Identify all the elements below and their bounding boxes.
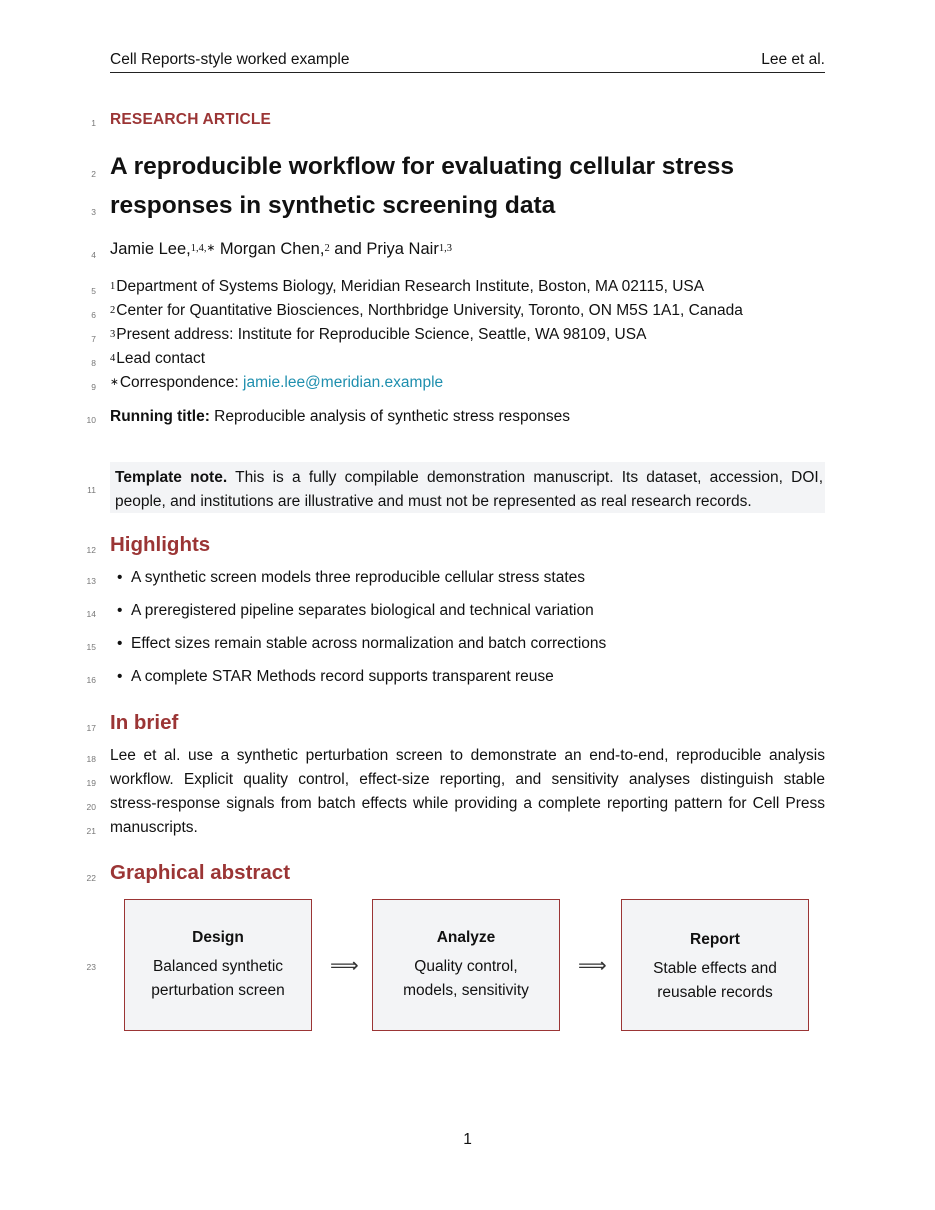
- affiliation: [110, 278, 704, 296]
- template-note-label: Template note.: [115, 469, 228, 486]
- abstract-box-title: Design: [192, 929, 244, 946]
- affiliation: [110, 350, 205, 368]
- bullet-icon: •: [117, 602, 123, 619]
- line-number: 13: [86, 576, 96, 586]
- line-number: 16: [86, 675, 96, 685]
- in-brief-line: manuscripts.: [110, 819, 198, 836]
- line-number: 14: [86, 609, 96, 619]
- line-number: 5: [91, 286, 96, 296]
- template-note: [115, 466, 823, 514]
- affiliation-marker: 3: [110, 329, 116, 340]
- author-name: Morgan Chen,: [215, 240, 325, 258]
- highlight-item: [117, 602, 594, 620]
- highlight-item: [117, 668, 554, 686]
- bullet-icon: •: [117, 635, 123, 652]
- affiliation-marker: 1: [110, 281, 116, 292]
- abstract-box-analyze: [372, 899, 560, 1031]
- affiliation-marker: 2: [110, 305, 116, 316]
- highlight-item: [117, 635, 606, 653]
- line-number: 8: [91, 358, 96, 368]
- abstract-box-title: Report: [690, 931, 740, 948]
- highlights-heading: Highlights: [110, 533, 211, 556]
- running-header-right: Lee et al.: [761, 51, 825, 68]
- graphical-abstract-heading: Graphical abstract: [110, 861, 291, 884]
- double-arrow-icon: ⟹: [330, 953, 359, 977]
- line-number: 15: [86, 642, 96, 652]
- line-number: 6: [91, 310, 96, 320]
- running-title: [110, 408, 570, 426]
- correspondence-label: Correspondence:: [119, 374, 244, 391]
- abstract-box-text: Quality control,: [414, 958, 518, 975]
- title-line-1: A reproducible workflow for evaluating cellular stress: [110, 153, 735, 180]
- author-name: Jamie Lee,: [110, 240, 191, 258]
- correspondence-marker: ∗: [110, 377, 119, 388]
- in-brief-line: Lee et al. use a synthetic perturbation screen to demonstrate an end-to-end, reproducible analysis: [110, 747, 825, 764]
- line-number: 21: [86, 826, 96, 836]
- line-number: 12: [86, 545, 96, 555]
- line-number: 18: [86, 754, 96, 764]
- abstract-box-report: [621, 899, 809, 1031]
- template-note-box: [110, 462, 825, 513]
- line-number: 19: [86, 778, 96, 788]
- abstract-box-text: Stable effects and: [653, 960, 777, 977]
- line-number: 22: [86, 873, 96, 883]
- author-affiliation-marker: 2: [324, 243, 330, 254]
- page-number: 1: [463, 1131, 472, 1148]
- highlight-text: Effect sizes remain stable across normalization and batch corrections: [131, 635, 607, 652]
- line-number: 1: [91, 118, 96, 128]
- line-number: 4: [91, 250, 96, 260]
- line-number: 17: [86, 723, 96, 733]
- in-brief-line: stress-response signals from batch effects while providing a complete reporting pattern for Cell Press: [110, 795, 825, 812]
- line-number: 7: [91, 334, 96, 344]
- affiliation-text: Center for Quantitative Biosciences, Northbridge University, Toronto, ON M5S 1A1, Canada: [116, 302, 743, 319]
- line-number: 2: [91, 169, 96, 179]
- running-title-text: Reproducible analysis of synthetic stress responses: [209, 408, 570, 425]
- line-number: 10: [86, 415, 96, 425]
- author-affiliation-marker: 1,3: [438, 243, 452, 254]
- affiliation-text: Lead contact: [116, 350, 206, 367]
- line-number: 23: [86, 962, 96, 972]
- abstract-box-text: models, sensitivity: [403, 982, 529, 999]
- line-number: 9: [91, 382, 96, 392]
- line-number: 3: [91, 207, 96, 217]
- affiliation-text: Department of Systems Biology, Meridian Research Institute, Boston, MA 02115, USA: [116, 278, 705, 295]
- abstract-box-text: reusable records: [657, 984, 773, 1001]
- title-line-2: responses in synthetic screening data: [110, 192, 556, 219]
- running-header: [110, 50, 825, 73]
- author-list: [110, 240, 452, 259]
- template-note-text: This is a fully compilable demonstration manuscript. Its dataset, accession, DOI, people, and institutions are illustrative and must not be represented as real research records.: [115, 469, 823, 510]
- highlight-text: A complete STAR Methods record supports transparent reuse: [131, 668, 554, 685]
- affiliation: [110, 326, 646, 344]
- line-number: 20: [86, 802, 96, 812]
- correspondence: [110, 374, 443, 392]
- abstract-box-text: perturbation screen: [151, 982, 285, 999]
- bullet-icon: •: [117, 569, 123, 586]
- line-number: 11: [87, 485, 96, 495]
- affiliation-text: Present address: Institute for Reproducible Science, Seattle, WA 98109, USA: [116, 326, 647, 343]
- correspondence-email-link[interactable]: jamie.lee@meridian.example: [243, 374, 444, 391]
- in-brief-heading: In brief: [110, 711, 179, 734]
- abstract-box-design: [124, 899, 312, 1031]
- in-brief-line: workflow. Explicit quality control, effect-size reporting, and sensitivity analyses distinguish stable: [110, 771, 825, 788]
- highlight-item: [117, 569, 585, 587]
- bullet-icon: •: [117, 668, 123, 685]
- abstract-box-text: Balanced synthetic: [152, 958, 284, 975]
- affiliation: [110, 302, 743, 320]
- article-type: RESEARCH ARTICLE: [110, 111, 272, 128]
- author-affiliation-marker: 1,4,∗: [190, 243, 216, 254]
- highlight-text: A synthetic screen models three reproducible cellular stress states: [131, 569, 586, 586]
- author-name: and Priya Nair: [329, 240, 439, 258]
- in-brief-paragraph: [110, 744, 825, 840]
- double-arrow-icon: ⟹: [578, 953, 607, 977]
- highlight-text: A preregistered pipeline separates biological and technical variation: [131, 602, 594, 619]
- running-header-left: Cell Reports-style worked example: [110, 51, 350, 68]
- running-title-label: Running title:: [110, 408, 210, 425]
- abstract-box-title: Analyze: [436, 929, 496, 946]
- affiliation-marker: 4: [110, 353, 116, 364]
